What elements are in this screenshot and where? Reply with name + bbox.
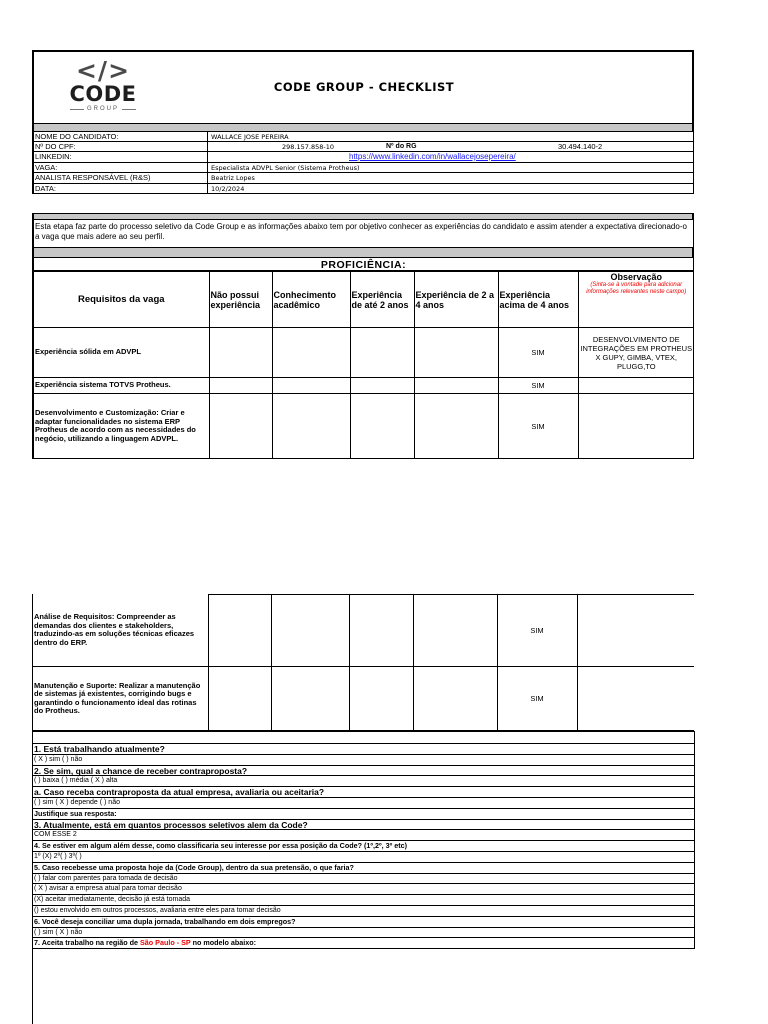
page-title: CODE GROUP - CHECKLIST [273, 80, 455, 94]
code-group-logo [62, 58, 144, 120]
question-heading: 1. Está trabalhando atualmente? [33, 744, 695, 755]
col-observacao: Observação (Sinta-se à vontade para adicionar informações relevantes neste campo) [578, 272, 694, 328]
table-row [34, 328, 694, 378]
sim-cell: SIM [497, 595, 577, 667]
info-row-candidate [34, 131, 693, 142]
logo-code-text: CODE [69, 82, 137, 106]
obs-cell [577, 595, 694, 667]
sim-cell: SIM [498, 394, 578, 459]
cpf-value: 298.157.858-10 [282, 142, 334, 151]
divider-bar [32, 213, 694, 220]
vaga-value: Especialista ADVPL Senior (Sistema Protheus) [211, 163, 360, 172]
region-highlight: São Paulo - SP [139, 938, 191, 948]
intro-text: Esta etapa faz parte do processo seletivo da Code Group e as informações abaixo tem por objetivo conhecer as experiências do candidato e assim atender a expectativa direcionado-o a vaga que mais adere ao seu perfil. [32, 220, 694, 247]
answer-row: (X) aceitar imediatamente, decisão já está tomada [33, 895, 695, 906]
answer-row: COM ESSE 2 [33, 830, 695, 841]
req-cell: Manutenção e Suporte: Realizar a manutenção de sistemas já existentes, corrigindo bugs e garantindo o funcionamento ideal das rotinas do Protheus. [33, 667, 208, 731]
proficiency-table-continued [33, 594, 694, 731]
info-row-data [34, 184, 693, 195]
candidate-info [32, 131, 694, 194]
code-brackets-icon: </> [75, 56, 131, 85]
checklist-header [32, 50, 694, 123]
checklist-page-1 [32, 50, 694, 465]
info-row-analista [34, 173, 693, 184]
answer-row: ( X ) sim ( ) não [33, 755, 695, 766]
info-row-vaga [34, 163, 693, 174]
req-cell: Experiência sistema TOTVS Protheus. [34, 378, 209, 394]
answer-row: ( ) falar com parentes para tomada de decisão [33, 874, 695, 885]
answer-row: ( ) sim ( X ) não [33, 928, 695, 939]
table-header-row [34, 272, 694, 328]
linkedin-label: LINKEDIN: [35, 152, 208, 162]
col-2-a-4: Experiência de 2 a 4 anos [414, 272, 498, 328]
table-row [34, 394, 694, 459]
col-nao-possui: Não possui experiência [209, 272, 272, 328]
candidate-value: WALLACE JOSE PEREIRA [211, 133, 289, 141]
data-label: DATA: [35, 184, 208, 194]
obs-cell [578, 394, 694, 459]
proficiency-title: PROFICIÊNCIA: [34, 257, 693, 271]
info-row-linkedin [34, 152, 693, 163]
linkedin-link[interactable]: https://www.linkedin.com/in/wallacejosepereira/ [349, 152, 516, 161]
table-row [33, 667, 694, 731]
cpf-label: Nº DO CPF: [35, 142, 208, 152]
checklist-page-2 [32, 594, 694, 1024]
question-heading: 4. Se estiver em algum além desse, como classificaria seu interesse por essa posição da Code? (1º,2º, 3º etc) [33, 841, 695, 852]
obs-cell: DESENVOLVIMENTO DE INTEGRAÇÕES EM PROTHEUS X GUPY, GIMBA, VTEX, PLUGG,TO [578, 328, 694, 378]
proficiency-section [32, 257, 694, 459]
sim-cell: SIM [498, 378, 578, 394]
divider-bar [32, 123, 694, 131]
analista-value: Beatriz Lopes [211, 174, 255, 182]
question-heading: a. Caso receba contraproposta da atual empresa, avaliaria ou aceitaria? [33, 787, 695, 798]
req-cell: Análise de Requisitos: Compreender as demandas dos clientes e stakeholders, traduzindo-as em soluções técnicas eficazes dentro do ERP. [33, 595, 208, 667]
answer-row: ( X ) avisar a empresa atual para tomar decisão [33, 884, 695, 895]
divider-bar [32, 247, 694, 257]
answer-row: ( ) sim ( X ) depende ( ) não [33, 798, 695, 809]
candidate-label: NOME DO CANDIDATO: [35, 132, 208, 141]
col-ate-2: Experiência de até 2 anos [350, 272, 414, 328]
sim-cell: SIM [497, 667, 577, 731]
question-heading: 2. Se sim, qual a chance de receber contraproposta? [33, 766, 695, 777]
rg-value: 30.494.140-2 [558, 141, 603, 151]
answer-row: () estou envolvido em outros processos, avaliaria entre eles para tomar decisão [33, 906, 695, 917]
logo-group-text: GROUP [62, 105, 144, 113]
question-heading: 6. Você deseja conciliar uma dupla jornada, trabalhando em dois empregos? [33, 917, 695, 928]
question-heading: Justifique sua resposta: [33, 809, 695, 820]
rg-label: Nº do RG [386, 142, 417, 150]
obs-cell [577, 667, 694, 731]
table-row [34, 378, 694, 394]
answer-row: 1º (X) 2º( ) 3º( ) [33, 852, 695, 863]
data-value: 10/2/2024 [211, 184, 245, 193]
obs-cell [578, 378, 694, 394]
sim-cell: SIM [498, 328, 578, 378]
req-cell: Desenvolvimento e Customização: Criar e adaptar funcionalidades no sistema ERP Protheus de acordo com as necessidades do negócio, utilizando a linguagem ADVPL. [34, 394, 209, 459]
col-requisitos: Requisitos da vaga [34, 272, 209, 328]
col-acima-4: Experiência acima de 4 anos [498, 272, 578, 328]
table-row [33, 595, 694, 667]
answer-row: ( ) baixa ( ) média ( X ) alta [33, 776, 695, 787]
question-7: 7. Aceita trabalho na região de São Paulo - SP no modelo abaixo: [33, 938, 695, 949]
vaga-label: VAGA: [35, 163, 208, 173]
req-cell: Experiência sólida em ADVPL [34, 328, 209, 378]
question-heading: 5. Caso recebesse uma proposta hoje da (Code Group), dentro da sua pretensão, o que faria? [33, 863, 695, 874]
info-row-cpf [34, 142, 693, 153]
analista-label: ANALISTA RESPONSÁVEL (R&S) [35, 173, 208, 183]
observacao-note: (Sinta-se à vontade para adicionar informações relevantes neste campo) [586, 282, 687, 295]
question-heading: 3. Atualmente, está em quantos processos seletivos alem da Code? [33, 820, 695, 831]
questions-section [33, 731, 695, 949]
col-academico: Conhecimento acadêmico [272, 272, 350, 328]
proficiency-table [34, 271, 694, 459]
